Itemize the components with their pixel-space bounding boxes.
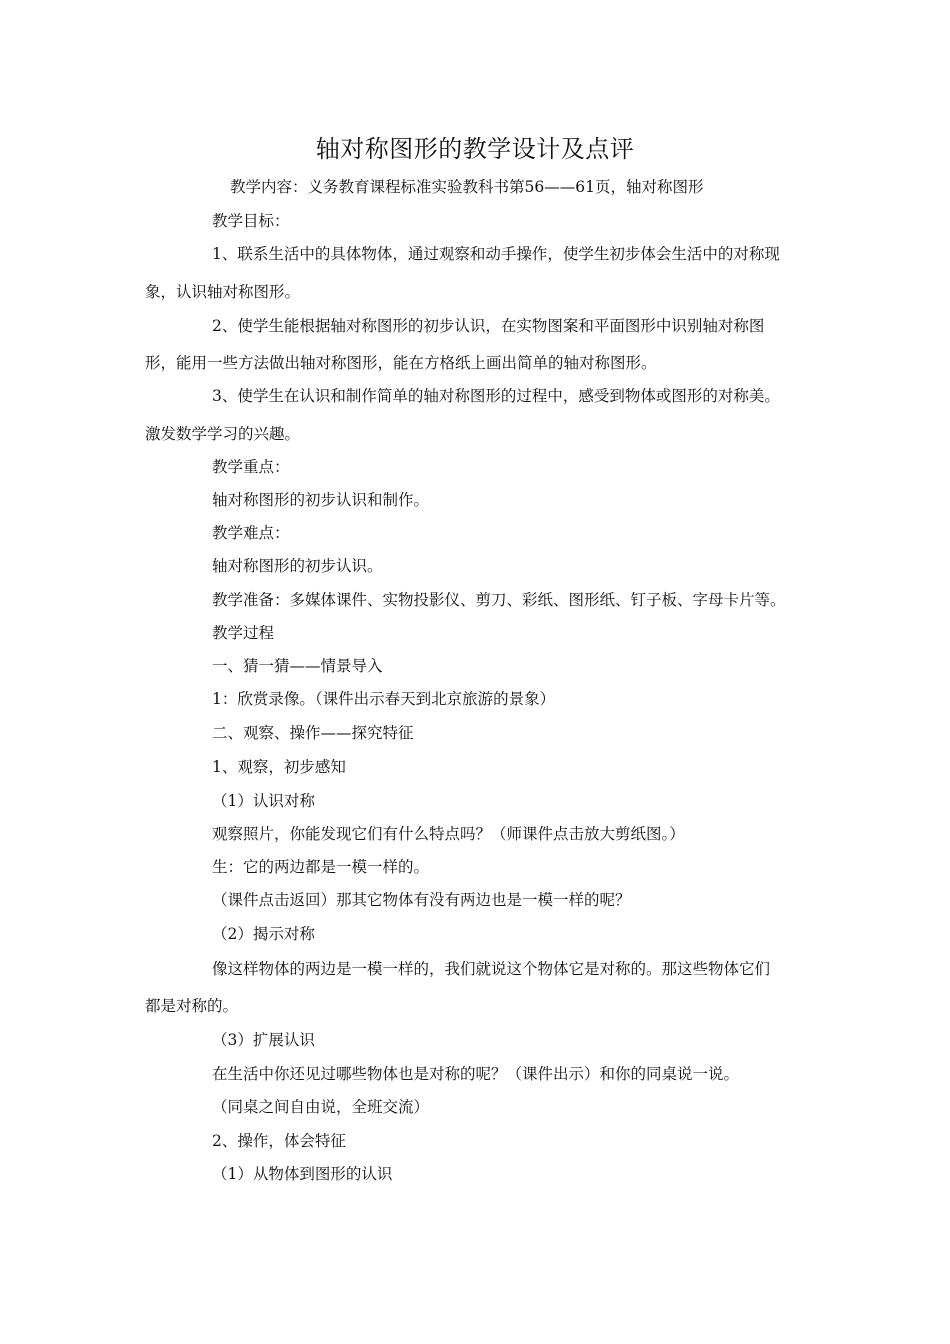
section-1-item-1: 1：欣赏录像。（课件出示春天到北京旅游的景象）: [212, 690, 556, 708]
objective-3-line-1: 3、使学生在认识和制作简单的轴对称图形的过程中，感受到物体或图形的对称美。: [212, 387, 780, 405]
section-2-heading: 二、观察、操作——探究特征: [212, 724, 414, 742]
objectives-heading: 教学目标：: [212, 212, 290, 230]
difficulty-heading: 教学难点：: [212, 524, 290, 542]
paragraph-reveal-line-1: 像这样物体的两边是一模一样的，我们就说这个物体它是对称的。那这些物体它们: [212, 960, 771, 978]
paragraph-observe-photos: 观察照片，你能发现它们有什么特点吗？（师课件点击放大剪纸图。）: [212, 825, 685, 843]
section-2-item-1: 1、观察，初步感知: [212, 758, 346, 776]
difficulty-text: 轴对称图形的初步认识。: [212, 557, 383, 575]
preparation-line: 教学准备：多媒体课件、实物投影仪、剪刀、彩纸、图形纸、钉子板、字母卡片等。: [212, 591, 786, 609]
subsection-2: （2）揭示对称: [212, 925, 315, 943]
paragraph-reveal-line-2: 都是对称的。: [145, 997, 239, 1015]
paragraph-return: （课件点击返回）那其它物体有没有两边也是一模一样的呢？: [212, 891, 631, 909]
key-points-heading: 教学重点：: [212, 458, 290, 476]
teaching-content-line: 教学内容：义务教育课程标准实验教科书第56——61页，轴对称图形: [230, 178, 704, 196]
section-2-item-2: 2、操作，体会特征: [212, 1132, 346, 1150]
subsection-1: （1）认识对称: [212, 792, 315, 810]
subsection-3: （3）扩展认识: [212, 1031, 315, 1049]
objective-3-line-2: 激发数学学习的兴趣。: [145, 425, 301, 443]
subsection-4: （1）从物体到图形的认识: [212, 1165, 393, 1183]
objective-2-line-1: 2、使学生能根据轴对称图形的初步认识，在实物图案和平面图形中识别轴对称图: [212, 317, 765, 335]
process-heading: 教学过程: [212, 624, 275, 642]
paragraph-student-answer: 生：它的两边都是一模一样的。: [212, 858, 430, 876]
document-title: 轴对称图形的教学设计及点评: [315, 135, 635, 163]
paragraph-discussion: （同桌之间自由说，全班交流）: [212, 1098, 430, 1116]
objective-1-line-1: 1、联系生活中的具体物体，通过观察和动手操作，使学生初步体会生活中的对称现: [212, 245, 780, 263]
section-1-heading: 一、猜一猜——情景导入: [212, 657, 383, 675]
objective-2-line-2: 形，能用一些方法做出轴对称图形，能在方格纸上画出简单的轴对称图形。: [145, 354, 657, 372]
key-points-text: 轴对称图形的初步认识和制作。: [212, 491, 430, 509]
objective-1-line-2: 象，认识轴对称图形。: [145, 283, 301, 301]
paragraph-extend: 在生活中你还见过哪些物体也是对称的呢？（课件出示）和你的同桌说一说。: [212, 1065, 740, 1083]
